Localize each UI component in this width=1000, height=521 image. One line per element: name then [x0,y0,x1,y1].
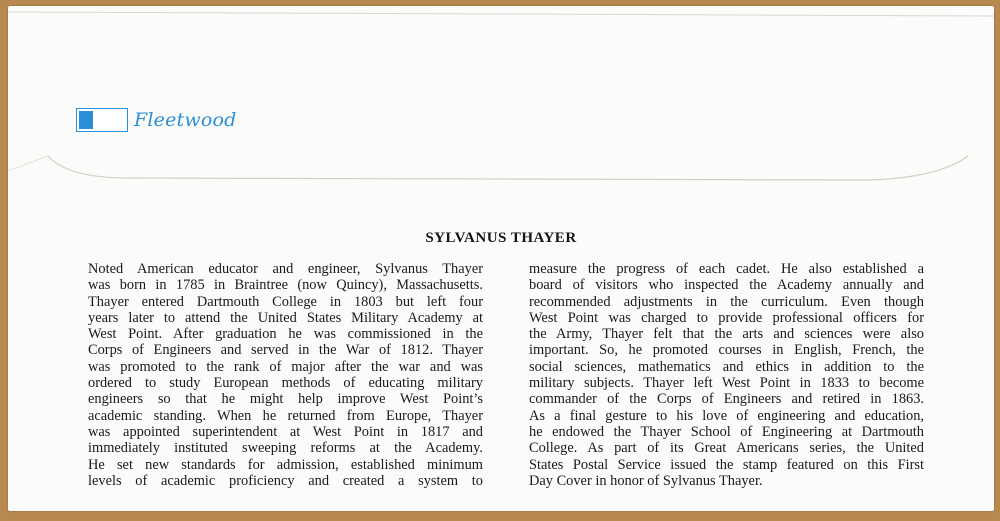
text-line: he endowed the Thayer School of Engineering at Dartmouth [529,423,924,440]
text-line: was appointed superintendent at West Point in 1817 and [88,423,483,440]
text-line: was born in 1785 in Braintree (now Quincy), Massachusetts. [88,277,483,294]
text-line: West Point. After graduation he was commissioned in the [88,326,483,343]
text-line: He set new standards for admission, established minimum [88,456,483,473]
text-line: was promoted to the rank of major after the war and was [88,358,483,375]
text-line: measure the progress of each cadet. He also established a [529,261,924,277]
text-line: Corps of Engineers and served in the War of 1812. Thayer [88,342,483,359]
logo-mark-icon [76,108,128,132]
envelope-back [8,6,994,511]
text-line: levels of academic proficiency and created a system to [88,472,483,489]
text-line: Noted American educator and engineer, Sylvanus Thayer [88,261,483,277]
text-line: Day Cover in honor of Sylvanus Thayer. [529,472,763,489]
text-line: ordered to study European methods of educating military [88,375,483,392]
text-line: Thayer entered Dartmouth College in 1803 but left four [88,293,483,310]
text-line: States Postal Service issued the stamp featured on this First [529,456,924,473]
text-line: engineers so that he might help improve West Point’s [88,391,483,408]
article-column-right [529,261,924,489]
logo-wordmark: Fleetwood [134,109,237,131]
text-line: years later to attend the United States Military Academy at [88,309,483,326]
text-line: social sciences, mathematics and ethics in addition to the [529,358,924,375]
brand-logo [76,106,237,134]
text-line: the Army, Thayer felt that the arts and sciences were also [529,326,924,343]
text-line: immediately instituted sweeping reforms at the Academy. [88,440,483,457]
article-column-left [88,261,483,489]
text-line: academic standing. When he returned from Europe, Thayer [88,407,483,424]
text-line: military subjects. Thayer left West Point in 1833 to become [529,375,924,392]
article-title: SYLVANUS THAYER [425,230,577,246]
text-line: board of visitors who inspected the Academy annually and [529,277,924,294]
text-line: commander of the Corps of Engineers and retired in 1863. [529,391,924,408]
text-line: As a final gesture to his love of engineering and education, [529,407,924,424]
text-line: College. As part of its Great Americans series, the United [529,440,924,457]
text-line: important. So, he promoted courses in English, French, the [529,342,924,359]
text-line: West Point was charged to provide professional officers for [529,309,924,326]
text-line: recommended adjustments in the curriculum. Even though [529,293,924,310]
